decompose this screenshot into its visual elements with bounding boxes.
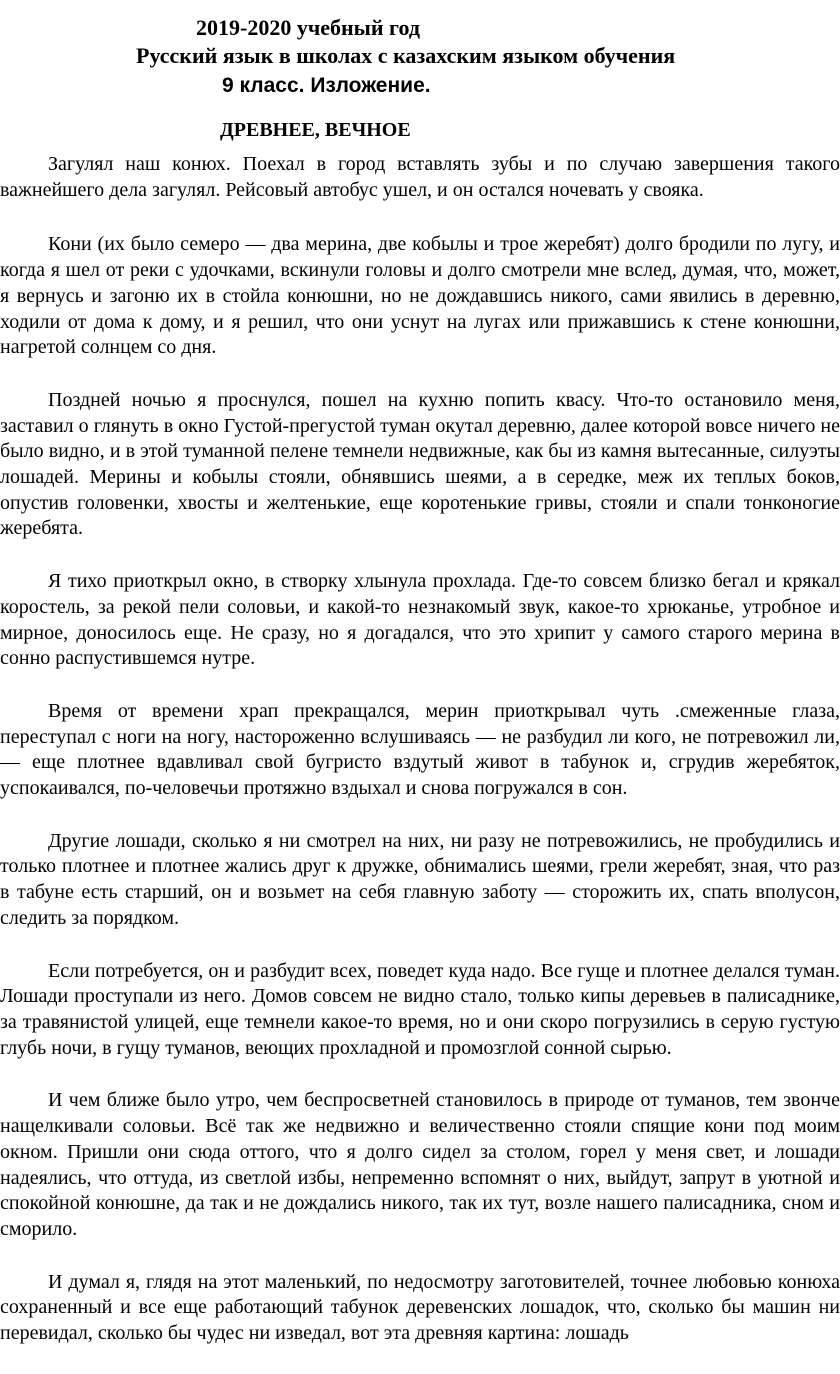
- body-text: [0, 152, 840, 1374]
- paragraph-7: Если потребуется, он и разбудит всех, поведет куда надо. Все гуще и плотнее делался туман. Лошади проступали из него. Домов совсем не видно стало, только кипы деревьев в палисаднике, за травянистой улицей, еще темнели какое-то время, но и они скоро погрузились в серую густую глубь ночи, в гущу туманов, веющих прохладной и промозглой сонной сырью.: [0, 959, 840, 1059]
- paragraph-5: Время от времени храп прекращался, мерин приоткрывал чуть .смеженные глаза, переступал с ноги на ногу, настороженно вслушиваясь — не разбудил ли кого, не потревожил ли, — еще плотнее вдавливал свой бугристо вздутый живот в табунок и, сгрудив жеребяток, успокаивался, по-человечьи протяжно вздыхал и снова погружался в сон.: [0, 699, 840, 800]
- subject-heading: Русский язык в школах с казахским языком обучения: [136, 43, 676, 68]
- grade-heading: 9 класс. Изложение.: [222, 74, 431, 97]
- paragraph-1: Загулял наш конюх. Поехал в город вставлять зубы и по случаю завершения такого важнейшего дела загулял. Рейсовый автобус ушел, и он остался ночевать у свояка.: [0, 153, 840, 201]
- paragraph-4: Я тихо приоткрыл окно, в створку хлынула прохлада. Где-то совсем близко бегал и крякал коростель, за рекой пели соловьи, и какой-то незнакомый звук, какое-то хрюканье, утробное и мирное, доносилось еще. Не сразу, но я догадался, что это хрипит у самого старого мерина в сонно распустившемся нутре.: [0, 570, 840, 670]
- paragraph-9: И думал я, глядя на этот маленький, по недосмотру заготовителей, точнее любовью конюха сохраненный и все еще работающий табунок деревенских лошадок, что, сколько бы машин ни перевидал, сколько бы чудес ни изведал, вот эта древняя картина: лошадь: [0, 1270, 840, 1345]
- paragraph-8: И чем ближе было утро, чем беспросветней становилось в природе от туманов, тем звонче нащелкивали соловьи. Всё так же недвижно и величественно стояли спящие кони под моим окном. Пришли они сюда оттого, что я долго сидел за столом, горел у меня свет, и лошади надеялись, что оттуда, из светлой избы, непременно вспомнят о них, выйдут, запрут в уютной и спокойной конюшне, да так и не дождались никого, так их тут, возле нашего палисадника, сном и сморило.: [0, 1089, 840, 1240]
- paragraph-3: Поздней ночью я проснулся, пошел на кухню попить квасу. Что-то остановило меня, заставил о глянуть в окно Густой-прегустой туман окутал деревню, далее которой вовсе ничего не было видно, и в этой туманной пелене темнели недвижные, как бы из камня вытесанные, силуэты лошадей. Мерины и кобылы стояли, обнявшись шеями, а в середке, меж их теплых боков, опустив головенки, хвосты и желтенькие, еще коротенькие гривы, стояли и спали тонконогие жеребята.: [0, 388, 840, 540]
- paragraph-2: Кони (их было семеро — два мерина, две кобылы и трое жеребят) долго бродили по лугу, и когда я шел от реки с удочками, вскинули головы и долго смотрели мне вслед, думая, что, может, я вернусь и загоню их в стойла конюшни, но не дождавшись никого, сами явились в деревню, ходили от дома к дому, и я решил, что они уснут на лугах или прижавшись к стене конюшни, нагретой солнцем со дня.: [0, 233, 840, 359]
- paragraph-6: Другие лошади, сколько я ни смотрел на них, ни разу не потревожились, не пробудились и только плотнее и плотнее жались друг к дружке, обнимались шеями, грели жеребят, зная, что раз в табуне есть старший, он и возьмет на себя главную заботу — сторожить их, спать вполусон, следить за порядком.: [0, 829, 840, 929]
- school-year-heading: 2019-2020 учебный год: [196, 15, 420, 40]
- text-title: ДРЕВНЕЕ, ВЕЧНОЕ: [220, 119, 411, 141]
